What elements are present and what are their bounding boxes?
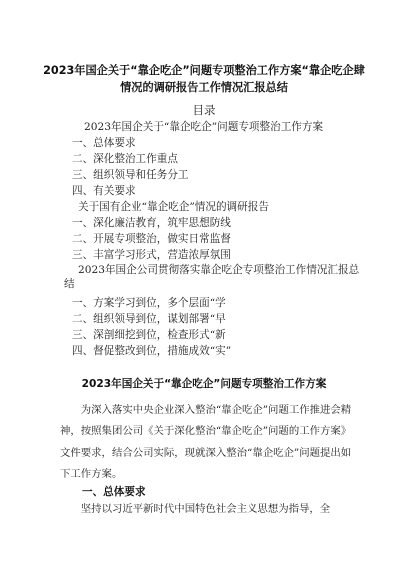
toc-entry: 一、深化廉洁教育，筑牢思想防线 <box>72 217 231 229</box>
section-title: 2023年国企关于“靠企吃企”问题专项整治工作方案 <box>81 378 327 390</box>
toc-entry: 2023年国企关于“靠企吃企”问题专项整治工作方案 <box>84 121 324 133</box>
toc-entry: 二、组织领导到位，谋划部署“早 <box>72 313 226 325</box>
toc-entry: 二、深化整治工作重点 <box>72 153 178 165</box>
toc-entry: 2023年国企公司贯彻落实靠企吃企专项整治工作情况汇报总结 <box>64 264 360 290</box>
toc-entry: 三、组织领导和任务分工 <box>72 169 189 181</box>
body-paragraph: 坚持以习近平新时代中国特色社会主义思想为指导，全 <box>80 503 331 515</box>
toc-entry: 一、方案学习到位，多个层面“学 <box>72 297 226 309</box>
toc-entry: 二、开展专项整治，做实日常监督 <box>72 233 231 245</box>
toc-entry: 四、有关要求 <box>72 185 136 197</box>
document-title: 2023年国企关于“靠企吃企”问题专项整治工作方案“靠企吃企肆情况的调研报告工作情况汇报总结 <box>43 64 365 94</box>
toc-entry: 三、深剖细挖到位，检查形式“新 <box>72 329 226 341</box>
subheading-general-requirements: 一、总体要求 <box>82 486 146 498</box>
toc-entry: 关于国有企业“靠企吃企”情况的调研报告 <box>78 201 269 213</box>
toc-heading: 目录 <box>192 103 216 117</box>
toc-entry: 四、督促整改到位，措施成效“实” <box>72 345 232 357</box>
toc-entry: 三、丰富学习形式，营造浓厚氛围 <box>72 249 231 261</box>
toc-entry: 一、总体要求 <box>72 137 136 149</box>
intro-paragraph: 为深入落实中央企业深入整治“靠企吃企”问题工作推进会精神，按照集团公司《关于深化整治“靠企吃企”问题的工作方案》文件要求，结合公司实际，现就深入整治“靠企吃企”问题提出如下工作方案。 <box>60 404 352 481</box>
